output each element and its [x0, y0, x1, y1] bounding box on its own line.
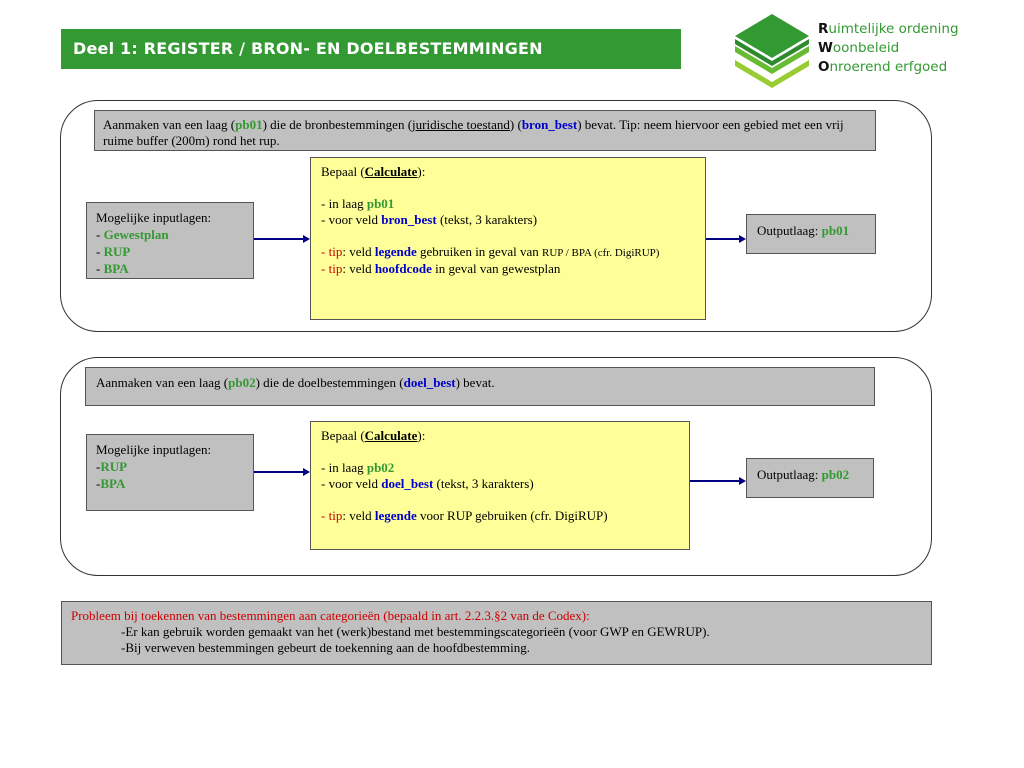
section1-output-arrow	[706, 233, 747, 245]
section2-output-box: Outputlaag: pb02	[746, 458, 874, 498]
section2-description: Aanmaken van een laag (pb02) die de doelbestemmingen (doel_best) bevat.	[85, 367, 875, 406]
section1-output-box: Outputlaag: pb01	[746, 214, 876, 254]
problem-heading: Probleem bij toekennen van bestemmingen aan categorieën (bepaald in art. 2.2.3.§2 van de Codex):	[71, 608, 590, 623]
input-item-bpa: -BPA	[96, 476, 126, 491]
section1-description: Aanmaken van een laag (pb01) die de bronbestemmingen (juridische toestand) (bron_best) bevat. Tip: neem hiervoor een gebied met een vrij ruime buffer (200m) rond het rup.	[94, 110, 876, 151]
logo-wordmark: Ruimtelijke ordening Woonbeleid Onroerend erfgoed	[818, 21, 959, 75]
input-item-rup: -RUP	[96, 459, 128, 474]
section2-output-arrow	[690, 475, 747, 487]
problem-item: -Bij verweven bestemmingen gebeurt de toekenning aan de hoofdbestemming.	[121, 640, 531, 655]
problem-box	[61, 601, 932, 665]
section2-calculate-box: Bepaal (Calculate): - in laag pb02 - voor veld doel_best (tekst, 3 karakters) - tip: veld legende voor RUP gebruiken (cfr. DigiRUP)	[310, 421, 690, 550]
input-item-gewestplan: - Gewestplan	[96, 227, 169, 242]
section2-input-box: Mogelijke inputlagen: -RUP -BPA	[86, 434, 254, 511]
input-item-rup: - RUP	[96, 244, 131, 259]
section1-input-arrow	[254, 233, 311, 245]
input-item-bpa: - BPA	[96, 261, 129, 276]
problem-item: -Er kan gebruik worden gemaakt van het (werk)bestand met bestemmingscategorieën (voor GWP en GEWRUP).	[121, 624, 710, 639]
section2-input-arrow	[254, 466, 311, 478]
section1-calculate-box: Bepaal (Calculate): - in laag pb01 - voor veld bron_best (tekst, 3 karakters) - tip: veld legende gebruiken in geval van RUP / BPA (cfr. DigiRUP) - tip: veld hoofdcode in geval van gewestplan	[310, 157, 706, 320]
page-title: Deel 1: REGISTER / BRON- EN DOELBESTEMMINGEN	[61, 29, 681, 69]
section1-input-box: Mogelijke inputlagen: - Gewestplan - RUP - BPA	[86, 202, 254, 279]
